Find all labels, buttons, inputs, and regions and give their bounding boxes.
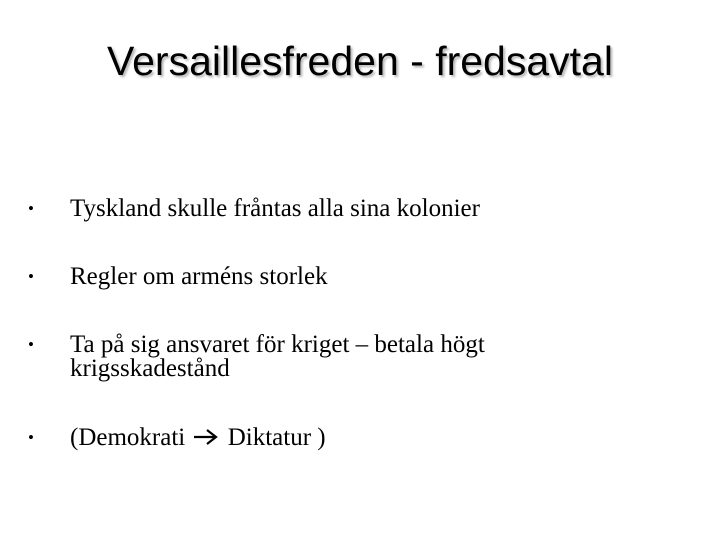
bullet-marker: • <box>28 267 34 286</box>
bullet-text-group <box>70 426 698 450</box>
bullet-text: Ta på sig ansvaret för kriget – betala högt krigsskadestånd <box>70 331 485 382</box>
bullet-item <box>28 426 698 450</box>
bullet-item <box>28 333 698 381</box>
bullet-marker: • <box>28 199 34 218</box>
bullet-item <box>28 197 698 221</box>
bullet-item <box>28 265 698 289</box>
bullet-text-before: (Demokrati <box>70 424 186 451</box>
bullet-text: Tyskland skulle fråntas alla sina kolonier <box>70 195 480 222</box>
bullet-text-after: Diktatur ) <box>227 424 326 451</box>
bullet-marker: • <box>28 428 34 447</box>
arrow-right-icon <box>193 428 219 446</box>
bullet-marker: • <box>28 335 34 354</box>
bullet-text: Regler om arméns storlek <box>70 263 328 290</box>
slide-title: Versaillesfreden - fredsavtal <box>107 38 613 84</box>
